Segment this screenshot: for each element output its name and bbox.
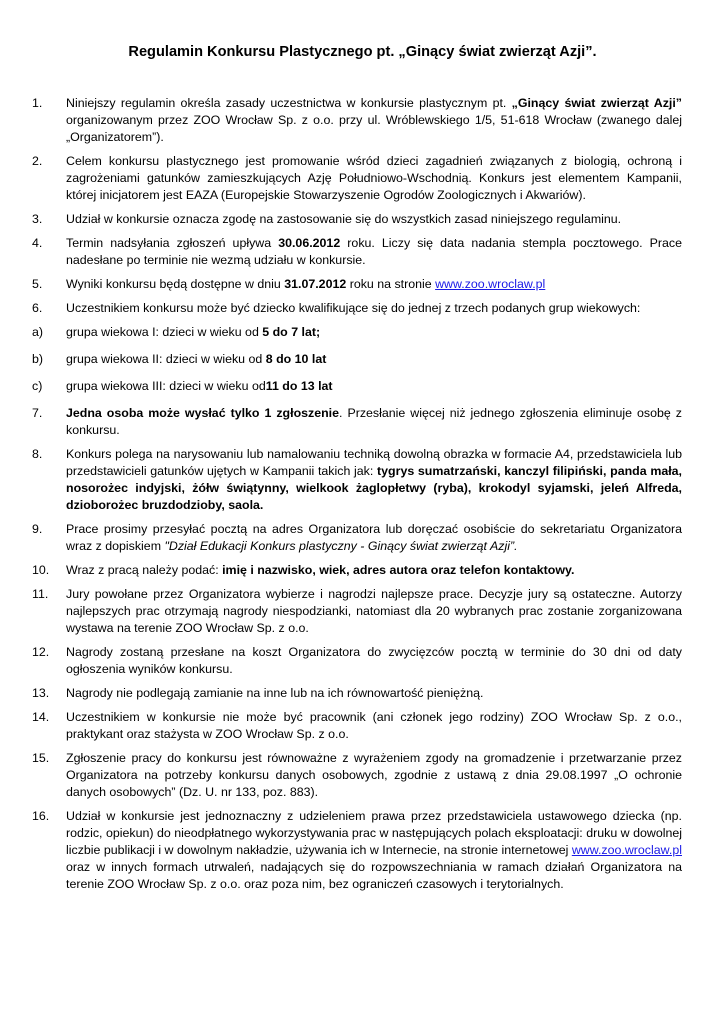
rule-number: 1. [32,96,43,110]
age-group-item [32,351,682,368]
rule-number: 5. [32,277,43,291]
rule-item [32,276,682,293]
bold-text: „Ginący świat zwierząt Azji” [511,96,682,110]
rule-text: grupa wiekowa III: dzieci w wieku od [66,379,266,393]
rules-list [32,95,682,900]
age-group-item [32,324,682,341]
rule-text: grupa wiekowa II: dzieci w wieku od [66,352,266,366]
rule-item [32,446,682,514]
rule-text: Prace prosimy przesyłać pocztą na adres Organizatora lub doręczać osobiście do sekretariatu Organizatora wraz z dopiskiem [66,522,682,553]
bold-text: tygrys sumatrzański, kanczyl filipiński, panda mała, nosorożec indyjski, żółw świątynny, wielkook żaglopłetwy (ryba), krokodyl syjamski, jeleń Alfreda, dzioborożec bruzdodzioby, saola. [66,464,682,512]
rule-text: . Przesłanie więcej niż jednego zgłoszenia eliminuje osobę z konkursu. [66,406,682,437]
rule-text: Udział w konkursie jest jednoznaczny z udzieleniem prawa przez przedstawiciela ustawowego dziecka (np. rodzic, opiekun) do nieodpłatnego wykorzystywania prac w następujących polach eksploatacji: druku w dowolnej liczbie publikacji i w dowolnym nakładzie, używania ich w Internecie, na stronie internetowej [66,809,682,857]
rule-text: Wyniki konkursu będą dostępne w dniu [66,277,285,291]
rule-item [32,644,682,678]
rule-number: 8. [32,447,43,461]
rule-number: 13. [32,686,50,700]
document-title: Regulamin Konkursu Plastycznego pt. „Ginący świat zwierząt Azji”. [128,44,597,60]
rule-number: c) [32,379,43,393]
rule-item [32,709,682,743]
bold-text: 5 do 7 lat; [262,325,321,339]
age-group-item [32,378,682,395]
bold-text: 11 do 13 lat [265,379,333,393]
bold-text: imię i nazwisko, wiek, adres autora oraz telefon kontaktowy. [222,563,575,577]
rule-text: Konkurs polega na narysowaniu lub namalowaniu techniką dowolną obrazka w formacie A4, przedstawiciela lub przedstawicieli gatunków ujętych w Kampanii takich jak: [66,447,682,478]
rule-number: 14. [32,710,50,724]
rule-text: Udział w konkursie oznacza zgodę na zastosowanie się do wszystkich zasad niniejszego regulaminu. [66,212,622,226]
rule-item [32,235,682,269]
rule-number: a) [32,325,44,339]
rule-text: Uczestnikiem konkursu może być dziecko kwalifikujące się do jednej z trzech podanych grup wiekowych: [66,301,641,315]
rule-item [32,153,682,204]
rule-item [32,300,682,317]
rule-text: roku na stronie [346,277,436,291]
rule-number: 4. [32,236,43,250]
rule-number: 3. [32,212,43,226]
rule-number: b) [32,352,44,366]
bold-text: 31.07.2012 [284,277,347,291]
rule-text: roku. Liczy się data nadania stempla pocztowego. Prace nadesłane po terminie nie wezmą udziału w konkursie. [66,236,682,267]
rule-text: organizowanym przez ZOO Wrocław Sp. z o.o. przy ul. Wróblewskiego 1/5, 51-618 Wrocław (zwanego dalej „Organizatorem”). [66,113,682,144]
bold-text: Jedna osoba może wysłać tylko 1 zgłoszenie [66,406,340,420]
rule-number: 11. [32,587,49,601]
rule-number: 6. [32,301,43,315]
rule-text: oraz w innych formach utrwaleń, nadających się do rozpowszechniania w ramach działań Organizatora na terenie ZOO Wrocław Sp. z o.o. oraz poza nim, bez ograniczeń czasowych i terytorialnych. [66,860,682,891]
rule-text: Nagrody zostaną przesłane na koszt Organizatora do zwycięzców pocztą w terminie do 30 dni od daty ogłoszenia wyników konkursu. [66,645,682,676]
rule-text: Niniejszy regulamin określa zasady uczestnictwa w konkursie plastycznym pt. [66,96,512,110]
rule-number: 16. [32,809,50,823]
italic-text: "Dział Edukacji Konkurs plastyczny - Ginący świat zwierząt Azji”. [164,539,518,553]
rule-number: 12. [32,645,50,659]
rule-text: Zgłoszenie pracy do konkursu jest równoważne z wyrażeniem zgody na gromadzenie i przetwarzanie przez Organizatora na potrzeby konkursu danych osobowych, zgodnie z ustawą z dnia 29.08.1997 „O ochronie danych osobowych” (Dz. U. nr 133, poz. 883). [66,751,682,799]
rule-item [32,211,682,228]
rule-item [32,521,682,555]
rule-item [32,750,682,801]
rule-number: 2. [32,154,43,168]
rule-text: Termin nadsyłania zgłoszeń upływa [66,236,279,250]
rule-item [32,586,682,637]
bold-text: 30.06.2012 [278,236,341,250]
website-link[interactable]: www.zoo.wroclaw.pl [435,277,546,291]
rule-text: Wraz z pracą należy podać: [66,563,223,577]
rule-text: grupa wiekowa I: dzieci w wieku od [66,325,263,339]
rule-item [32,405,682,439]
rule-item [32,808,682,893]
rule-text: Celem konkursu plastycznego jest promowanie wśród dzieci zagadnień związanych z biologią, ochroną i zagrożeniami gatunków zamieszkujących Azję Południowo-Wschodnią. Konkurs jest elementem Kampanii, której inicjatorem jest EAZA (Europejskie Stowarzyszenie Ogrodów Zoologicznych i Akwariów). [66,154,682,202]
rule-number: 7. [32,406,43,420]
website-link[interactable]: www.zoo.wroclaw.pl [571,843,682,857]
rule-text: Uczestnikiem w konkursie nie może być pracownik (ani członek jego rodziny) ZOO Wrocław Sp. z o.o., praktykant oraz stażysta w ZOO Wrocław Sp. z o.o. [66,710,682,741]
rule-number: 15. [32,751,50,765]
rule-number: 9. [32,522,43,536]
rule-text: Jury powołane przez Organizatora wybierze i nagrodzi najlepsze prace. Decyzje jury są ostateczne. Autorzy najlepszych prac otrzymają nagrody niespodzianki, natomiast dla 20 wybranych prac zostanie zorganizowana wystawa na terenie ZOO Wrocław Sp. z o.o. [66,587,682,635]
rule-item [32,685,682,702]
rule-number: 10. [32,563,50,577]
rule-text: Nagrody nie podlegają zamianie na inne lub na ich równowartość pieniężną. [66,686,484,700]
rule-item [32,95,682,146]
bold-text: 8 do 10 lat [265,352,327,366]
rule-item [32,562,682,579]
